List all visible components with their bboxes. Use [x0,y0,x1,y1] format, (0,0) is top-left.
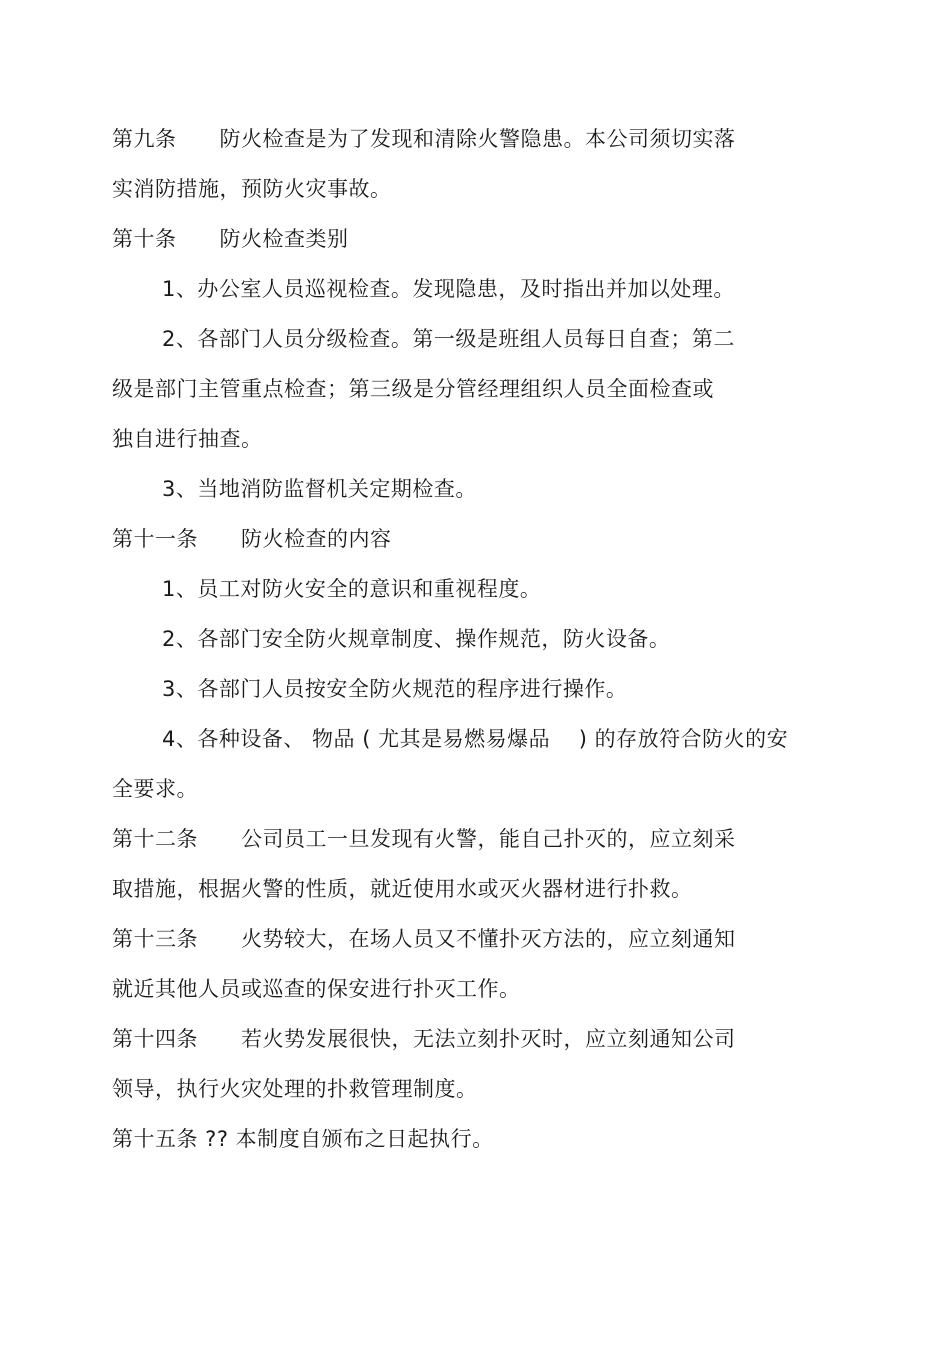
text-line: 4、各种设备、 物品 ( 尤其是易燃易爆品 ) 的存放符合防火的安 [162,727,789,751]
text-line: 第十三条 火势较大，在场人员又不懂扑灭方法的，应立刻通知 [112,927,736,951]
text-line: 就近其他人员或巡查的保安进行扑灭工作。 [112,977,521,1001]
text-line: 2、各部门安全防火规章制度、操作规范，防火设备。 [162,627,671,651]
text-line: 独自进行抽查。 [112,427,263,451]
text-line: 第十二条 公司员工一旦发现有火警，能自己扑灭的，应立刻采 [112,827,736,851]
text-line: 全要求。 [112,777,198,801]
text-line: 第十四条 若火势发展很快，无法立刻扑灭时，应立刻通知公司 [112,1027,736,1051]
text-line: 领导，执行火灾处理的扑救管理制度。 [112,1077,478,1101]
text-line: 第十五条 ?? 本制度自颁布之日起执行。 [112,1127,494,1151]
text-line: 3、各部门人员按安全防火规范的程序进行操作。 [162,677,628,701]
text-line: 第九条 防火检查是为了发现和清除火警隐患。本公司须切实落 [112,127,736,151]
text-line: 第十一条 防火检查的内容 [112,527,392,551]
text-line: 2、各部门人员分级检查。第一级是班组人员每日自查；第二 [162,327,735,351]
text-line: 取措施，根据火警的性质，就近使用水或灭火器材进行扑救。 [112,877,693,901]
text-line: 实消防措施，预防火灾事故。 [112,177,392,201]
text-line: 1、办公室人员巡视检查。发现隐患，及时指出并加以处理。 [162,277,735,301]
text-line: 第十条 防火检查类别 [112,227,349,251]
text-line: 3、当地消防监督机关定期检查。 [162,477,477,501]
text-line: 级是部门主管重点检查；第三级是分管经理组织人员全面检查或 [112,377,714,401]
text-line: 1、员工对防火安全的意识和重视程度。 [162,577,542,601]
